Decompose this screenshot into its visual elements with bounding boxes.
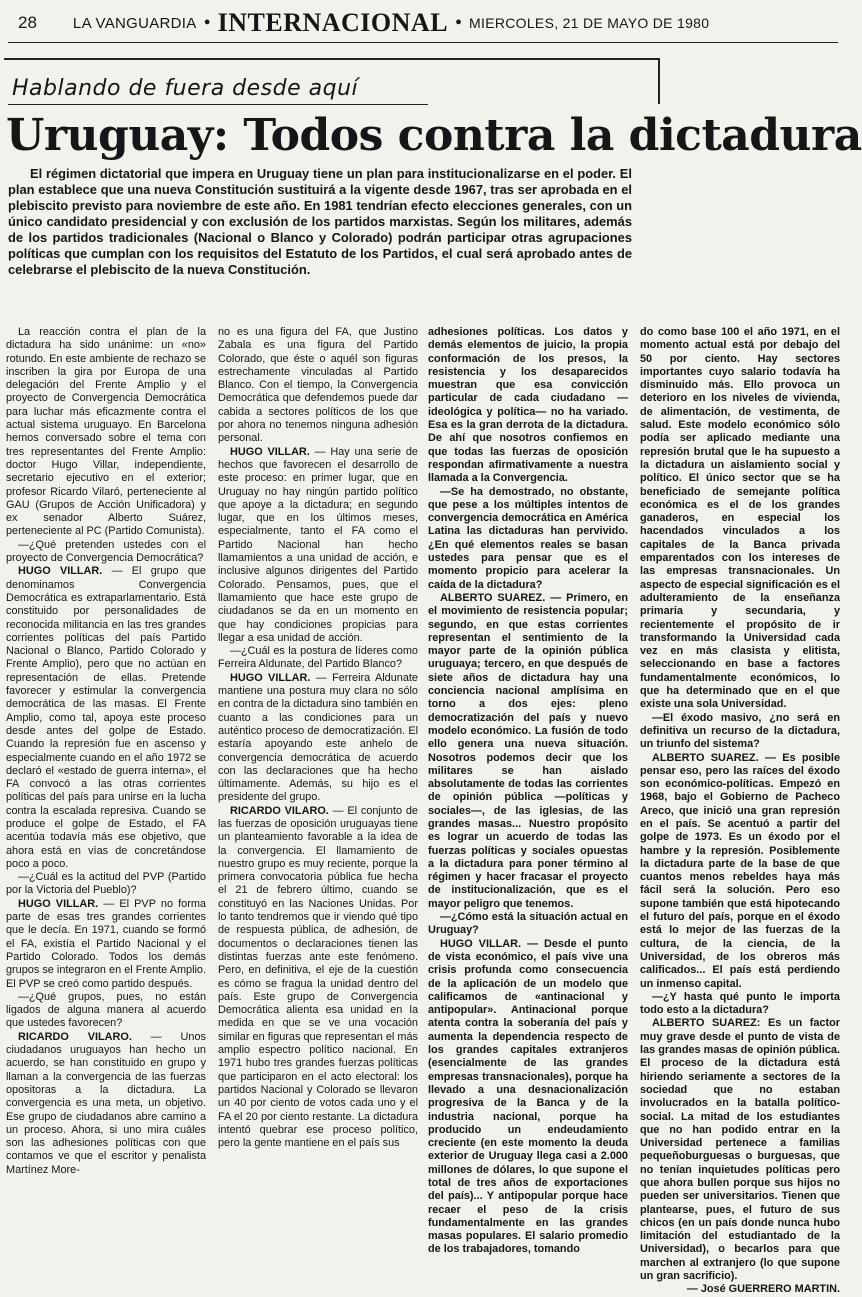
- answer-text: — Hay una serie de hechos que favorecen el desarrollo de este proceso: en primer lugar, que en Uruguay no hay ningún partido político que apoye a la dictadura; en segundo lugar, que en los últimos meses, especialmente, tanto el FA como el Partido Nacional han hecho llamamientos a una unidad de acción, e inclusive algunos dirigentes del Partido Colorado. Pensamos, pues, que el llamamiento que hace este grupo de ciudadanos se da en un momento en que hay condiciones propicias para llegar a esa unidad de acción.: [218, 445, 418, 644]
- speaker-name: RICARDO VILARO.: [230, 804, 329, 817]
- answer-text: — Desde el punto de vista económico, el país vive una crisis profunda como consecuencia de la aplicación de un modelo que calificamos de «antinacional y antipopular». Antinacional porque atenta contra la soberanía del país y aumenta la dependencia respecto de los grandes capitales extranjeros (esencialmente de las grandes empresas transnacionales), porque ha llevado a una desnacionalización progresiva de la Banca y de la industria nacional, porque ha producido un endeudamiento creciente (en este momento la deuda exterior de Uruguay llega casi a 2.000 millones de dólares, lo que supone el total de tres años de exportaciones del país)... Y antipopular porque hace recaer el peso de la crisis fundamentalmente en las grandes masas populares. El salario promedio de los trabajadores, tomando: [428, 937, 628, 1256]
- answer-paragraph: [6, 565, 206, 871]
- page-header: [18, 6, 730, 40]
- page-number: 28: [18, 13, 37, 32]
- answer-paragraph: [428, 592, 628, 911]
- text-column-3: [428, 326, 629, 1256]
- question: —¿Cuál es la actitud del PVP (Partido por la Victoria del Pueblo)?: [6, 871, 206, 897]
- answer-paragraph: [218, 805, 418, 1151]
- speaker-name: ALBERTO SUAREZ.: [652, 751, 759, 764]
- answer-text: — El conjunto de las fuerzas de oposición uruguayas tiene un planteamiento favorable a la idea de la convergencia. El llamamiento de nuestro grupo es muy reciente, porque la primera convocatoria pública fue hecha el 21 de febrero último, cuando se constituyó en las Naciones Unidas. Por lo tanto tendremos que ir viendo qué tipo de respuesta pública, de adhesión, de documentos o declaraciones tienen las distintas fuerzas ante este fenómeno. Pero, en definitiva, el eje de la cuestión es cómo se fragua la unidad dentro del país. Este grupo de Convergencia Democrática alienta esa unidad en la medida en que se ve una vocación similar en figuras que representan el más amplio espectro político nacional. En 1971 hubo tres grandes fuerzas políticas que participaron en el acto electoral: los partidos Nacional y Colorado se llevaron un 40 por ciento de votos cada uno y el FA el 20 por ciento restante. La dictadura intentó quebrar ese proceso político, pero la gente mantiene en el país sus: [218, 804, 418, 1150]
- question: —Se ha demostrado, no obstante, que pese a los múltiples intentos de convergencia democrática en América Latina las dictaduras han pervivido. ¿En qué elementos reales se basan ustedes para pensar que es el momento propicio para acelerar la caída de la dictadura?: [428, 485, 628, 591]
- question: —¿Y hasta qué punto le importa todo esto a la dictadura?: [640, 990, 840, 1017]
- answer-paragraph: [218, 446, 418, 645]
- answer-text: — El PVP no forma parte de esas tres grandes corrientes que le decía. En 1971, cuando se formó el FA, existía el Partido Nacional y el Partido Colorado. Todos los demás grupos se integraron en el Frente Amplio. El PVP se creó como partido después.: [6, 897, 206, 990]
- speaker-name: HUGO VILLAR.: [440, 937, 522, 950]
- question: —¿Qué grupos, pues, no están ligados de alguna manera al acuerdo que ustedes favorecen?: [6, 990, 206, 1030]
- speaker-name: HUGO VILLAR.: [230, 445, 310, 458]
- paragraph: do como base 100 el año 1971, en el momento actual está por debajo del 50 por ciento. Hay sectores importantes cuyo salario todavía ha disminuido más. Ello provoca un deterioro en los niveles de vivienda, de alimentación, de vestimenta, de salud. Este modelo económico sólo podía ser aplicado mediante una represión brutal que le ha supuesto a la dictadura un aislamiento social y político. El único sector que se ha beneficiado de semejante política económica es el de los grandes ganaderos, en especial los hacendados vinculados a los capitales de la Banca privada emparentados con los intereses de las empresas transnacionales. Un aspecto de especial significación es el adulteramiento de la enseñanza primaria y secundaria, y recientemente el propósito de ir transformando la Universidad cada vez en más clasista y elitista, seleccionando en base a factores fundamentalmente económicos, lo que ha determinado que en el que existe una sola Universidad.: [640, 326, 840, 711]
- answer-text: Es un factor muy grave desde el punto de vista de las grandes masas de opinión pública. El proceso de la dictadura está hiriendo seriamente a sectores de la sociedad que no estaban involucrados en la batalla político-social. La mitad de los estudiantes que no han podido entrar en la Universidad pertenece a familias pequeñoburguesas o burguesas, que no tenían inquietudes políticas pero que ahora bullen porque sus hijos no pueden ser universitarios. Tienen que plantearse, pues, el futuro de sus chicos (en un país donde nunca hubo limitación del estudiantado de la Universidad), o becarlos para que marchen al extranjero (lo que supone un gran sacrificio).: [640, 1017, 840, 1283]
- section-name: INTERNACIONAL: [217, 8, 449, 37]
- question: —El éxodo masivo, ¿no será en definitiva un recurso de la dictadura, un triunfo del sistema?: [640, 711, 840, 751]
- paragraph: La reacción contra el plan de la dictadura ha sido unánime: un «no» rotundo. En este ambiente de rechazo se inscriben la gira por Europa de una delegación del Frente Amplio y el proyecto de Convergencia Democrática para luchar más eficazmente contra el actual sistema uruguayo. En Barcelona hemos conversado sobre el tema con tres representantes del Frente Amplio: doctor Hugo Villar, independiente, secretario ejecutivo en el exterior; profesor Ricardo Vilaró, perteneciente al GAU (Grupos de Acción Unificadora) y ex senador Alberto Suárez, perteneciente al PC (Partido Comunista).: [6, 326, 206, 538]
- answer-paragraph: [428, 938, 628, 1257]
- answer-text: — Es posible pensar eso, pero las raíces del éxodo son económico-políticas. Empezó en 1968, bajo el Gobierno de Pacheco Areco, que inició una gran represión en el país. Se acentuó a partir del golpe de 1973. Es un éxodo por el hambre y la represión. Posiblemente la dictadura parte de la base de que cuantos menos rebeldes haya más fácil será la solución. Pero eso supone también que está hipotecando el futuro del país, porque en el éxodo está lo mejor de las fuerzas de la cultura, de la ciencia, de la Universidad, de los obreros más calificados... El país está perdiendo un inmenso capital.: [640, 751, 840, 990]
- issue-date: MIERCOLES, 21 DE MAYO DE 1980: [469, 15, 710, 31]
- question: —¿Cuál es la postura de líderes como Ferreira Aldunate, del Partido Blanco?: [218, 645, 418, 671]
- answer-text: — El grupo que denominamos Convergencia Democrática es extraparlamentario. Está constituido por personalidades de reconocida militancia en las tres grandes corrientes políticas del país Partido Nacional o Blanco, Partido Colorado y Frente Amplio), pero que no actúan en representación de ellas. Pretende favorecer y estimular la convergencia democrática de las masas. El Frente Amplio, como tal, apoya este proceso desde antes del golpe de Estado. Cuando la represión fue en ascenso y especialmente cuando en el año 1972 se declaró el «estado de guerra interna», el FA convocó a las otras corrientes políticas del país para unirse en la lucha contra la escalada represiva. Cuando se produce el golpe de Estado, el FA acentúa todavía más ese objetivo, que ahora está en vías de concretándose poco a poco.: [6, 565, 206, 870]
- answer-paragraph: [640, 1017, 840, 1283]
- answer-text: — Unos ciudadanos uruguayos han hecho un acuerdo, se han constituido en grupo y llaman a la convergencia de las fuerzas opositoras a la dictadura. La convergencia es una meta, un objetivo. Ese grupo de ciudadanos abre camino a un proceso. Ahora, si uno mira cuáles son las adhesiones políticas con que contamos ve que el escritor y penalista Martínez More-: [6, 1030, 206, 1176]
- text-column-4: [640, 326, 840, 1296]
- answer-paragraph: [6, 898, 206, 991]
- answer-text: — Ferreira Aldunate mantiene una postura muy clara no sólo en contra de la dictadura sino también en cuanto a las condiciones para un auténtico proceso de democratización. El estaría apoyando este anhelo de convergencia democrática de acuerdo con las declaraciones que ha hecho últimamente. Además, su hijo es el presidente del grupo.: [218, 671, 418, 804]
- question: —¿Cómo está la situación actual en Uruguay?: [428, 911, 628, 937]
- author-signature: — José GUERRERO MARTIN.: [686, 1283, 840, 1296]
- answer-paragraph: [6, 1031, 206, 1177]
- article-lead: El régimen dictatorial que impera en Uruguay tiene un plan para institucionalizarse en el poder. El plan establece que una nueva Constitución sustituirá a la vigente desde 1967, tras ser aprobada en el plebiscito previsto para noviembre de este año. En 1981 tendrían efecto elecciones generales, con un único candidato presidencial y con exclusión de los partidos marxistas. Según los militares, además de los partidos tradicionales (Nacional o Blanco y Colorado) podrán participar otras agrupaciones políticas que cumplan con los requisitos del Estatuto de los Partidos, el cual será aprobado antes de celebrarse el plebiscito de la nueva Constitución.: [8, 166, 632, 277]
- header-rule: [8, 42, 838, 43]
- text-column-1: [6, 326, 206, 1194]
- speaker-name: HUGO VILLAR.: [18, 897, 99, 910]
- speaker-name: HUGO VILLAR.: [18, 565, 103, 578]
- paragraph: adhesiones políticas. Los datos y demás elementos de juicio, la propia conformación de los presos, la resistencia y los desaparecidos muestran que esa convicción particular de cada ciudadano —ideológica y política— no ha variado. Esa es la gran derrota de la dictadura. De ahí que nosotros confiemos en que todas las fuerzas de oposición respondan afirmativamente a nuestra llamada a la Convergencia.: [428, 326, 628, 485]
- speaker-name: ALBERTO SUAREZ:: [652, 1017, 761, 1030]
- speaker-name: RICARDO VILARO.: [18, 1030, 132, 1043]
- bullet-separator: •: [203, 11, 211, 34]
- answer-text: — Primero, en el movimiento de resistencia popular; segundo, en que estas corrientes representan el sentimiento de la mayor parte de la opinión pública uruguaya; tercero, en que después de siete años de dictadura hay una conciencia nacional amplísima en torno a dos ejes: pleno democratización del país y nuevo modelo económico. La fusión de todo ello genera una nueva situación. Nosotros podemos decir que los militares se han aislado absolutamente de todas las corrientes de opinión pública —políticas y sociales—, de las iglesias, de las grandes masas... Nuestro propósito es lograr un acuerdo de todas las fuerzas políticas y sociales opuestas a la dictadura para poner término al régimen y hacer fracasar el proyecto de institucionalización, que es el mayor peligro que tenemos.: [428, 591, 629, 910]
- newspaper-name: LA VANGUARDIA: [72, 14, 197, 32]
- answer-paragraph: [218, 672, 418, 805]
- answer-paragraph: [640, 752, 840, 991]
- speaker-name: HUGO VILLAR.: [230, 671, 311, 684]
- article-headline: Uruguay: Todos contra la dictadura: [6, 110, 862, 161]
- text-column-2: [218, 326, 418, 1194]
- article-kicker: Hablando de fuera desde aquí: [12, 76, 359, 101]
- question: —¿Qué pretenden ustedes con el proyecto de Convergencia Democrática?: [6, 538, 206, 565]
- bullet-separator: •: [455, 11, 463, 34]
- kicker-underline: [8, 104, 428, 105]
- paragraph: no es una figura del FA, que Justino Zabala es una figura del Partido Colorado, que éste o aquél son figuras estrechamente vinculadas al Partido Blanco. Con el tiempo, la Convergencia Democrática que defendemos puede dar cabida a sectores políticos de los que por ahora no tenemos ninguna adhesión personal.: [218, 326, 418, 445]
- speaker-name: ALBERTO SUAREZ.: [440, 591, 546, 604]
